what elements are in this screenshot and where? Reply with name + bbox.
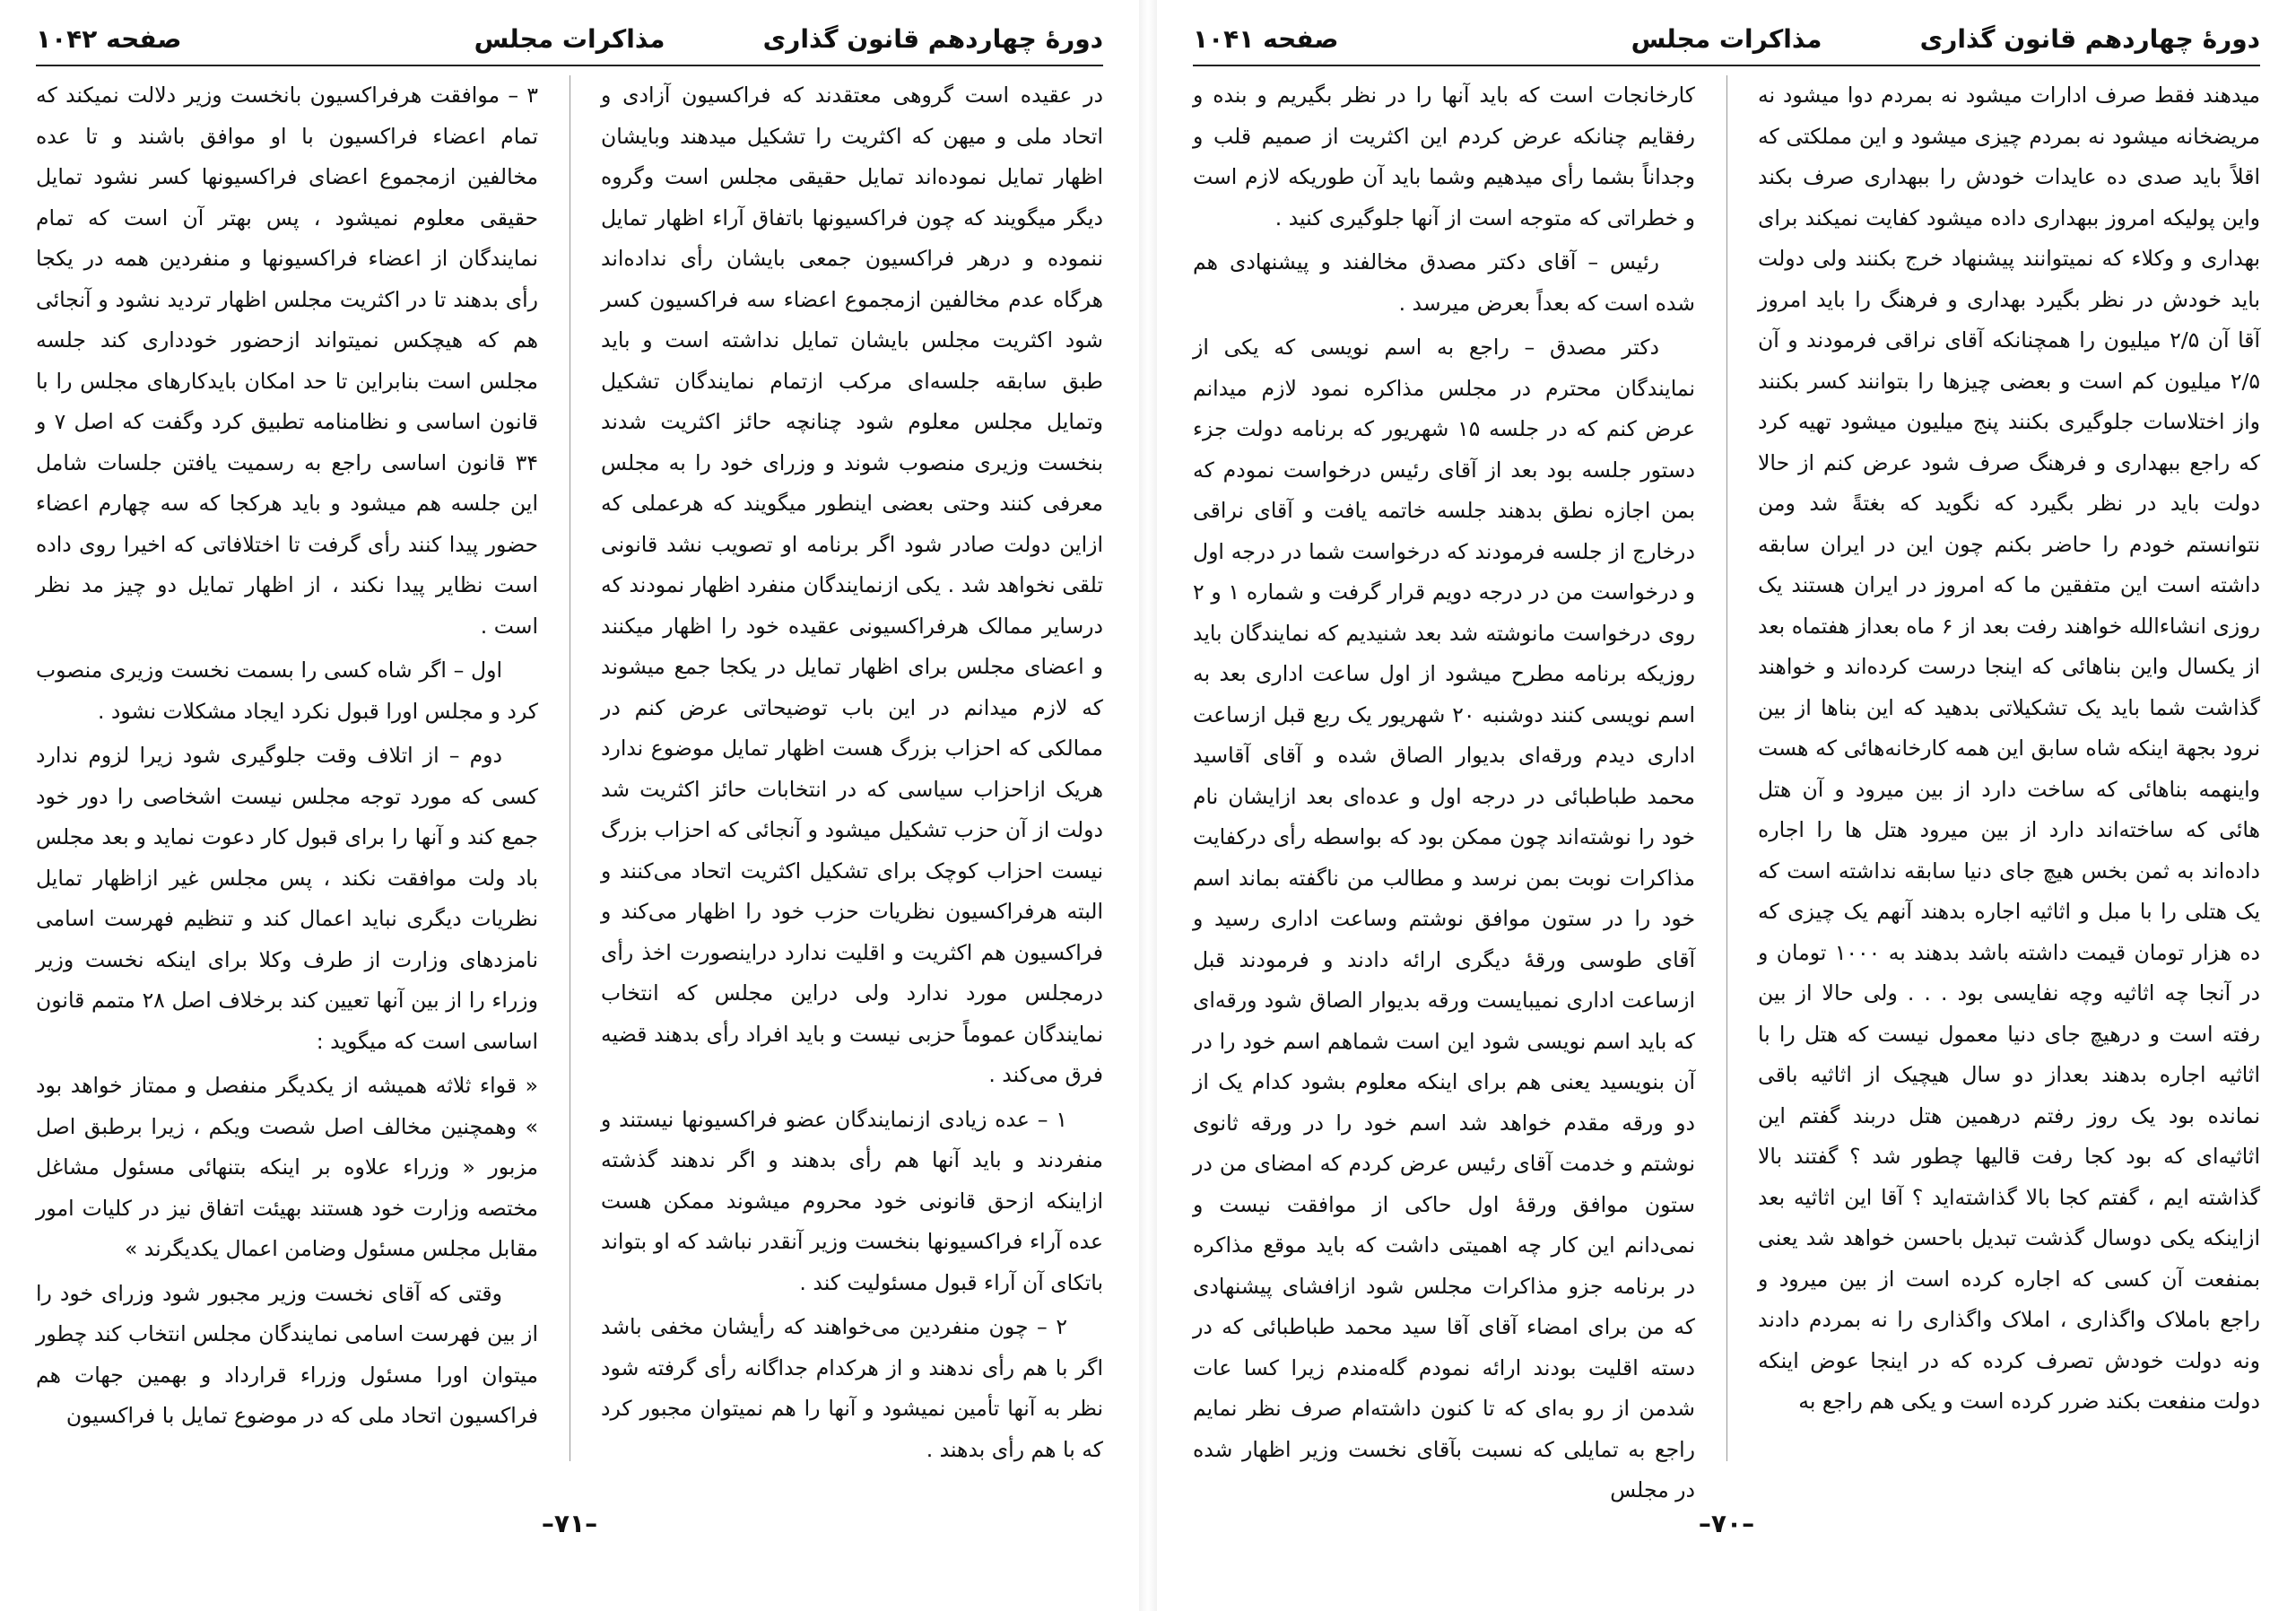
header-page-number: صفحه ۱۰۴۲: [36, 23, 182, 54]
header-period: دورهٔ چهاردهم قانون گذاری: [762, 23, 1103, 54]
column-left: [1193, 75, 1695, 1502]
paragraph: ۱ – عده زیادی ازنمایندگان عضو فراکسیونها نیستند و منفردند و باید آنها هم رأی بدهند و اگر ندهند گذشته ازاینکه ازحق قانونی خود محروم میشوند ممکن هست عده آراء فراکسیونها بنخست وزیر آنقدر نباشد که او بتواند باتکای آن آراء قبول مسئولیت کند .: [601, 1106, 1103, 1295]
paragraph: اول – اگر شاه کسی را بسمت نخست وزیری منصوب کرد و مجلس اورا قبول نکرد ایجاد مشکلات نشود .: [36, 657, 538, 724]
paragraph: ۲ – چون منفردین می‌خواهند که رأیشان مخفی باشد اگر با هم رأی ندهند و از هرکدام جداگانه رأی گرفته شود نظر به آنها تأمین نمیشود و آنها را هم نمیتوان مجبور کرد که با هم رأی بدهند .: [601, 1314, 1103, 1462]
column-divider: [1726, 75, 1727, 1461]
header-rule: [1193, 65, 2260, 66]
paragraph: دوم – از اتلاف وقت جلوگیری شود زیرا لزوم ندارد کسی که مورد توجه مجلس نیست اشخاصی را دور خود جمع کند و آنها را برای قبول کار دعوت نماید و بعد مجلس باد ولت موافقت نکند ، پس مجلس غیر ازاظهار تمایل نظریات دیگری نباید اعمال کند و تنظیم فهرست اسامی نامزدهای وزارت از طرف وکلا برای اینکه نخست وزیر وزراء را از بین آنها تعیین کند برخلاف اصل ۲۸ متمم قانون اساسی است که میگوید :: [36, 743, 538, 1054]
speaker-paragraph: دکتر مصدق – راجع به اسم نویسی که یکی از نمایندگان محترم در مجلس مذاکره نمود لازم میدانم عرض کنم که در جلسه ۱۵ شهریور که برنامه دولت جزء دستور جلسه بود بعد از آقای رئیس درخواست نمودم که بمن اجازه نطق بدهند جلسه خاتمه یافت و آقای نراقی درخارج از جلسه فرمودند که درخواست شما در درجه اول و درخواست من در درجه دویم قرار گرفت و شماره ۱ و ۲ روی درخواست مانوشته شد بعد شنیدیم که نمایندگان باید روزیکه برنامه مطرح میشود از اول ساعت اداری بعد به اسم نویسی کنند دوشنبه ۲۰ شهریور یک ربع قبل ازساعت اداری دیدم ورقه‌ای بدیوار الصاق شده و آقای آقاسید محمد طباطبائی در درجه اول و عده‌ای بعد ازایشان نام خود را نوشته‌اند چون ممکن بود که بواسطه رأی درکفایت مذاکرات نوبت بمن نرسد و مطالب من ناگفته بماند اسم خود را در ستون موافق نوشتم وساعت اداری رسید و آقای طوسی ورقهٔ دیگری ارائه دادند و فرمودند قبل ازساعت اداری نمیبایست ورقه بدیوار الصاق شود ورقه‌ای که باید اسم نویسی شود این است شماهم اسم خود را در آن بنویسید یعنی هم برای اینکه معلوم بشود کدام یک از دو ورقه مقدم خواهد شد اسم خود را در ورقه ثانوی نوشتم و خدمت آقای رئیس عرض کردم که امضای من در ستون موافق ورقهٔ اول حاکی از موافقت نیست و نمی‌دانم این کار چه اهمیتی داشت که باید موقع مذاکره در برنامه جزو مذاکرات مجلس شود ازافشای پیشنهادی که من برای امضاء آقای آقا سید محمد طباطبائی که در دسته اقلیت بودند ارائه نمودم گله‌مندم زیرا کسا عات شدمن از رو به‌ای که تا کنون داشته‌ام صرف نظر نمایم راجع به تمایلی که نسبت بآقای نخست وزیر اظهار شده در مجلس: [1193, 335, 1695, 1502]
page-footer-number: –۷۰–: [1698, 1509, 1755, 1538]
page-header: [36, 16, 1103, 61]
column-right: [1758, 75, 2260, 1461]
paragraph: در عقیده است گروهی معتقدند که فراکسیون آزادی و اتحاد ملی و میهن که اکثریت را تشکیل میدهند وبایشان اظهار تمایل نموده‌اند تمایل حقیقی مجلس است وگروه دیگر میگویند که چون فراکسیونها باتفاق آراء اظهار تمایل ننموده و درهر فراکسیون جمعی بایشان رأی نداده‌اند هرگاه عدم مخالفین ازمجموع اعضاء سه فراکسیون کسر شود اکثریت مجلس بایشان تمایل نداشته است و باید طبق سابقه جلسه‌ای مرکب ازتمام نمایندگان تشکیل وتمایل مجلس معلوم شود چنانچه حائز اکثریت شدند بنخست وزیری منصوب شوند و وزرای خود را به مجلس معرفی کنند وحتی بعضی اینطور میگویند که هرعملی که ازاین دولت صادر شود اگر برنامه او تصویب نشد قانونی تلقی نخواهد شد . یکی ازنمایندگان منفرد اظهار نمودند که درسایر ممالک هرفراکسیونی عقیده خود را اظهار میکنند و اعضای مجلس برای اظهار تمایل در یکجا جمع میشوند که لازم میدانم در این باب توضیحاتی عرض کنم در ممالکی که احزاب بزرگ هست اظهار تمایل موضوع ندارد هریک ازاحزاب سیاسی که در انتخابات حائز اکثریت شد دولت از آن حزب تشکیل میشود و آنجائی که احزاب بزرگ نیست احزاب کوچک برای تشکیل اکثریت اتحاد می‌کنند و البته هرفراکسیون نظریات حزب خود را اظهار می‌کند و فراکسیون هم اکثریت و اقلیت ندارد دراینصورت اخذ رأی درمجلس مورد ندارد ولی دراین مجلس که انتخاب نمایندگان عموماً حزبی نیست و باید افراد رأی بدهند قضیه فرق می‌کند .: [601, 83, 1103, 1087]
page-footer-number: –۷۱–: [541, 1509, 598, 1538]
speaker-paragraph: رئیس – آقای دکتر مصدق مخالفند و پیشنهادی هم شده است که بعداً بعرض میرسد .: [1193, 249, 1695, 316]
paragraph: وقتی که آقای نخست وزیر مجبور شود وزرای خود را از بین فهرست اسامی نمایندگان مجلس انتخاب کند چطور میتوان اورا مسئول وزراء قرارداد و بهمین جهات هم فراکسیون اتحاد ملی که در موضوع تمایل با فراکسیون: [36, 1280, 538, 1428]
header-period: دورهٔ چهاردهم قانون گذاری: [1919, 23, 2260, 54]
paragraph: ۳ – موافقت هرفراکسیون بانخست وزیر دلالت نمیکند که تمام اعضاء فراکسیون با او موافق باشند و تا عده مخالفین ازمجموع اعضای فراکسیونها کسر نشود تمایل حقیقی معلوم نمیشود ، پس بهتر آن است که تمام نمایندگان از اعضاء فراکسیونها و منفردین همه در یکجا رأی بدهند تا در اکثریت مجلس اظهار تردید نشود و آنجائی هم که هیچکس نمیتواند ازحضور خودداری کند جلسه مجلس است بنابراین تا حد امکان بایدکارهای مجلس را با قانون اساسی و نظامنامه تطبیق کرد وگفت که اصل ۷ و ۳۴ قانون اساسی راجع به رسمیت یافتن جلسات شامل این جلسه هم میشود و باید هرکجا که سه چهارم اعضاء حضور پیدا کنند رأی گرفت تا اختلافاتی که اخیرا روی داده است نظایر پیدا نکند ، از اظهار تمایل دو چیز مد نظر است .: [36, 83, 538, 639]
header-title: مذاکرات مجلس: [474, 23, 665, 54]
header-rule: [36, 65, 1103, 66]
paragraph: کارخانجات است که باید آنها را در نظر بگیریم و بنده و رفقایم چنانکه عرض کردم این اکثریت از صمیم قلب و وجداناً بشما رأی میدهیم وشما باید آن طوریکه لازم است و خطراتی که متوجه است از آنها جلوگیری کنید .: [1193, 83, 1695, 231]
page-header: [1193, 16, 2260, 61]
paragraph: میدهند فقط صرف ادارات میشود نه بمردم دوا میشود نه مریضخانه میشود نه بمردم چیزی میشود و این مملکتی که اقلاً باید صدی ده عایدات خودش را ببهداری صرف بکند واین پولیکه امروز ببهداری داده میشود کفایت نمیکند برای بهداری و وکلاء که نمیتوانند پیشنهاد خرج بکنند ولی دولت باید خودش در نظر بگیرد بهداری و فرهنگ را باید امروز آقا آن ۲/۵ میلیون را همچنانکه آقای نراقی فرمودند و آن ۲/۵ میلیون کم است و بعضی چیزها را بتوانند کسر بکنند واز اختلاسات جلوگیری بکنند پنج میلیون میشود تهیه کرد که راجع ببهداری و فرهنگ صرف شود عرض کنم از حالا دولت باید در نظر بگیرد که نگوید که بغتةً شد ومن نتوانستم خودم را حاضر بکنم چون این در ایران سابقه داشته است این متفقین ما که امروز در ایران هستند یک روزی انشاءالله خواهند رفت بعد از ۶ ماه بعداز هفتماه بعد از یکسال واین بناهائی که اینجا درست کرده‌اند و خواهند گذاشت شما باید یک تشکیلاتی بدهید که این بناها از بین نرود بجهة اینکه شاه سابق این همه کارخانه‌هائی که هست واینهمه بناهائی که ساخت دارد از بین میرود و آن هتل هائی که ساخته‌اند دارد از بین میرود هتل ها را اجاره داده‌اند به ثمن بخس هیچ جای دنیا سابقه نداشته است که یک هتلی را با مبل و اثاثیه اجاره بدهند آنهم یک چیزی که ده هزار تومان قیمت داشته باشد بدهند به ۱۰۰۰ تومان و در آنجا چه اثاثیه وچه نفایسی بود . . . ولی حالا از بین رفته است و درهیچ جای دنیا معمول نیست که هتل را با اثاثیه اجاره بدهند بعداز دو سال هیچیک از اثاثیه باقی نمانده بود یک روز رفتم درهمین هتل دربند گفتم این اثاثیه‌ای که بود کجا رفت قالیها چطور شد ؟ گفتند بالا گذاشته ایم ، گفتم کجا بالا گذاشته‌اید ؟ آقا این اثاثیه بعد ازاینکه یکی دوسال گذشت تبدیل باحسن خواهد شد یعنی بمنفعت آن کسی که اجاره کرده است از بین میرود و راجع باملاک واگذاری ، املاک واگذاری را نه بمردم دادند ونه دولت خودش تصرف کرده که در اینجا عوض اینکه دولت منفعت بکند ضرر کرده است و یکی هم راجع به: [1758, 83, 2260, 1414]
book-gutter: [1139, 0, 1157, 1611]
column-right: [601, 75, 1103, 1461]
page-1041: [1157, 0, 2296, 1611]
header-title: مذاکرات مجلس: [1631, 23, 1822, 54]
header-page-number: صفحه ۱۰۴۱: [1193, 23, 1339, 54]
quote-paragraph: « قواء ثلاثه همیشه از یکدیگر منفصل و ممتاز خواهد بود » وهمچنین مخالف اصل شصت ویکم ، زیرا برطبق اصل مزبور « وزراء علاوه بر اینکه بتنهائی مسئول مشاغل مختصه وزارت خود هستند بهیئت اتفاق نیز در کلیات امور مقابل مجلس مسئول وضامن اعمال یکدیگرند »: [36, 1073, 538, 1261]
column-left: [36, 75, 538, 1461]
page-1042: [0, 0, 1139, 1611]
